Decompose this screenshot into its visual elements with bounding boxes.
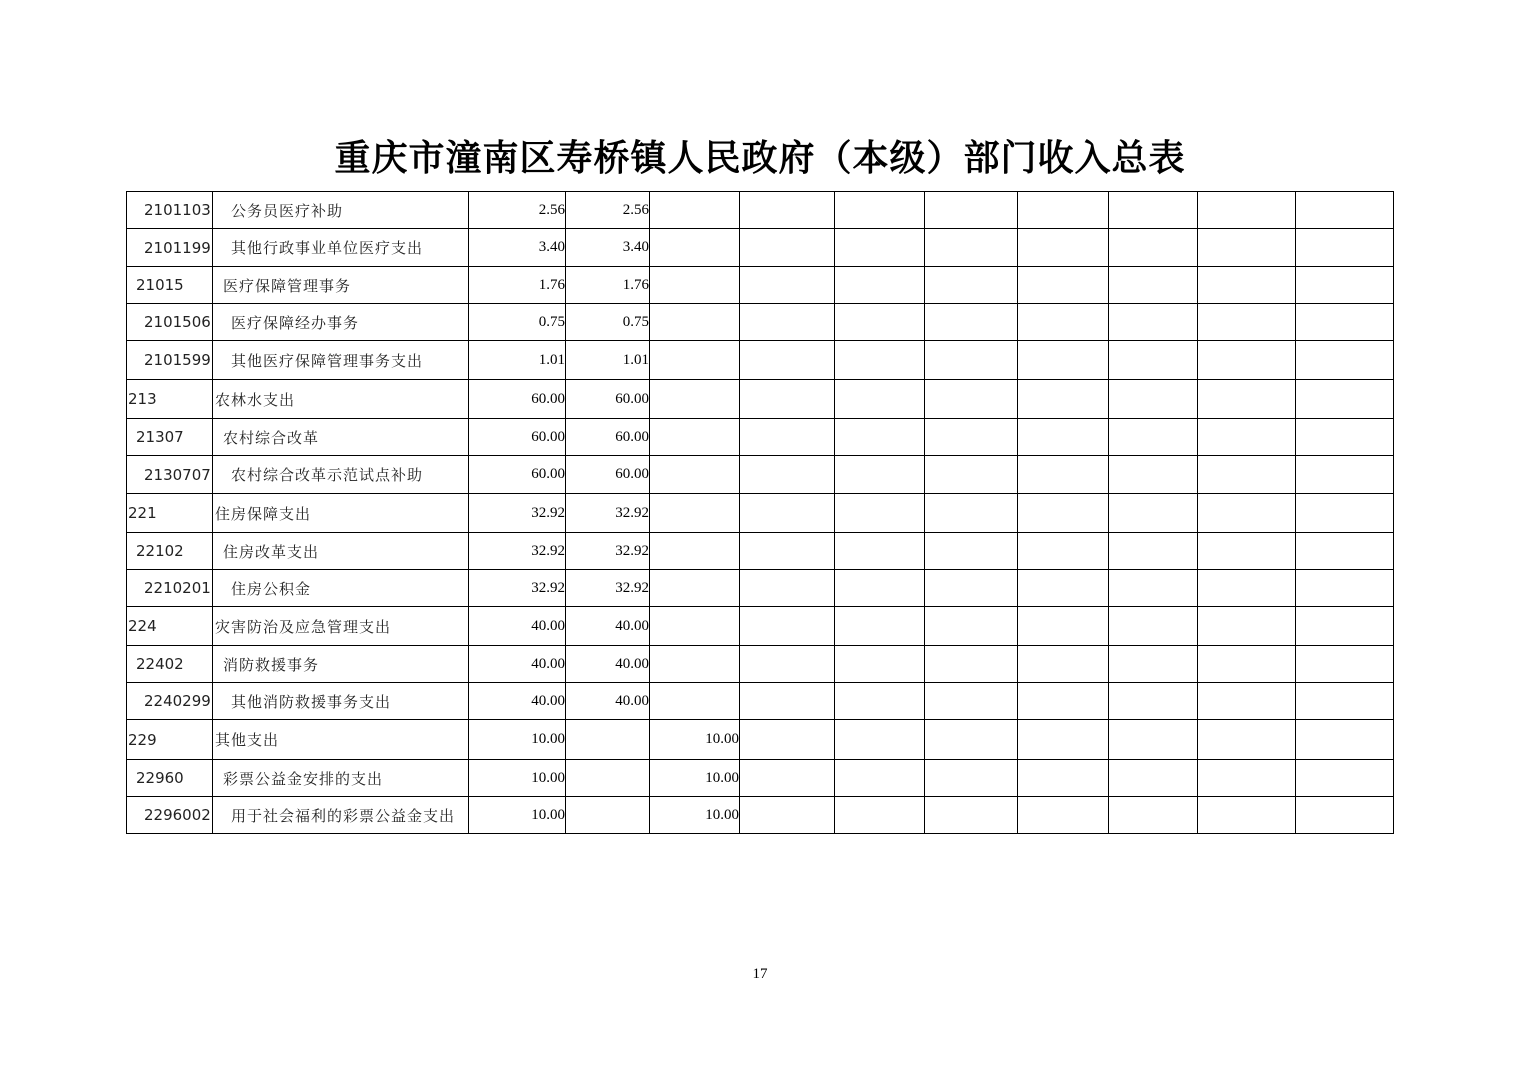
amount-cell-1: 10.00 bbox=[469, 720, 566, 760]
empty-cell bbox=[1109, 192, 1198, 229]
amount-cell-1: 40.00 bbox=[469, 683, 566, 720]
empty-cell bbox=[835, 607, 925, 646]
empty-cell bbox=[835, 304, 925, 341]
empty-cell bbox=[1198, 720, 1296, 760]
empty-cell bbox=[1198, 380, 1296, 419]
subject-code-cell: 2101599 bbox=[127, 341, 213, 380]
table-row bbox=[127, 380, 1394, 419]
amount-cell-1: 0.75 bbox=[469, 304, 566, 341]
amount-cell-2 bbox=[566, 797, 650, 834]
empty-cell bbox=[1198, 192, 1296, 229]
empty-cell bbox=[740, 720, 835, 760]
table-row bbox=[127, 494, 1394, 533]
table-row bbox=[127, 570, 1394, 607]
table-row bbox=[127, 267, 1394, 304]
amount-cell-3: 10.00 bbox=[650, 760, 740, 797]
empty-cell bbox=[1198, 229, 1296, 267]
table-row bbox=[127, 720, 1394, 760]
amount-cell-2: 3.40 bbox=[566, 229, 650, 267]
amount-cell-2: 0.75 bbox=[566, 304, 650, 341]
empty-cell bbox=[835, 760, 925, 797]
empty-cell bbox=[1018, 683, 1109, 720]
empty-cell bbox=[1018, 192, 1109, 229]
amount-cell-1: 60.00 bbox=[469, 380, 566, 419]
empty-cell bbox=[835, 341, 925, 380]
amount-cell-2: 40.00 bbox=[566, 683, 650, 720]
empty-cell bbox=[1198, 494, 1296, 533]
subject-code-cell: 21307 bbox=[127, 419, 213, 456]
empty-cell bbox=[740, 797, 835, 834]
amount-cell-1: 32.92 bbox=[469, 570, 566, 607]
subject-code-cell: 229 bbox=[127, 720, 213, 760]
empty-cell bbox=[740, 646, 835, 683]
empty-cell bbox=[740, 267, 835, 304]
empty-cell bbox=[835, 683, 925, 720]
empty-cell bbox=[740, 533, 835, 570]
empty-cell bbox=[1109, 683, 1198, 720]
table-row bbox=[127, 304, 1394, 341]
amount-cell-3 bbox=[650, 192, 740, 229]
empty-cell bbox=[1018, 419, 1109, 456]
empty-cell bbox=[740, 570, 835, 607]
empty-cell bbox=[835, 797, 925, 834]
amount-cell-1: 32.92 bbox=[469, 533, 566, 570]
empty-cell bbox=[925, 456, 1018, 494]
subject-name-cell: 用于社会福利的彩票公益金支出 bbox=[213, 797, 469, 834]
subject-name-cell: 住房改革支出 bbox=[213, 533, 469, 570]
empty-cell bbox=[1198, 646, 1296, 683]
empty-cell bbox=[1018, 267, 1109, 304]
amount-cell-1: 32.92 bbox=[469, 494, 566, 533]
empty-cell bbox=[1198, 419, 1296, 456]
empty-cell bbox=[1109, 494, 1198, 533]
table-row bbox=[127, 192, 1394, 229]
empty-cell bbox=[925, 341, 1018, 380]
empty-cell bbox=[1296, 267, 1394, 304]
empty-cell bbox=[835, 229, 925, 267]
empty-cell bbox=[925, 683, 1018, 720]
amount-cell-2: 32.92 bbox=[566, 533, 650, 570]
empty-cell bbox=[1109, 646, 1198, 683]
empty-cell bbox=[1018, 229, 1109, 267]
table-row bbox=[127, 607, 1394, 646]
amount-cell-3 bbox=[650, 456, 740, 494]
empty-cell bbox=[835, 419, 925, 456]
amount-cell-1: 10.00 bbox=[469, 760, 566, 797]
income-summary-table bbox=[126, 191, 1394, 834]
empty-cell bbox=[1018, 646, 1109, 683]
subject-name-cell: 农村综合改革 bbox=[213, 419, 469, 456]
subject-name-cell: 住房保障支出 bbox=[213, 494, 469, 533]
subject-name-cell: 医疗保障管理事务 bbox=[213, 267, 469, 304]
empty-cell bbox=[1198, 797, 1296, 834]
empty-cell bbox=[740, 341, 835, 380]
empty-cell bbox=[1296, 760, 1394, 797]
empty-cell bbox=[925, 533, 1018, 570]
empty-cell bbox=[1109, 607, 1198, 646]
empty-cell bbox=[835, 533, 925, 570]
empty-cell bbox=[1198, 304, 1296, 341]
empty-cell bbox=[1109, 533, 1198, 570]
amount-cell-3 bbox=[650, 570, 740, 607]
empty-cell bbox=[1018, 607, 1109, 646]
empty-cell bbox=[1296, 229, 1394, 267]
amount-cell-1: 40.00 bbox=[469, 607, 566, 646]
table-row bbox=[127, 229, 1394, 267]
empty-cell bbox=[1109, 419, 1198, 456]
empty-cell bbox=[740, 683, 835, 720]
empty-cell bbox=[925, 494, 1018, 533]
empty-cell bbox=[1018, 494, 1109, 533]
subject-code-cell: 2296002 bbox=[127, 797, 213, 834]
amount-cell-3 bbox=[650, 419, 740, 456]
empty-cell bbox=[1296, 456, 1394, 494]
amount-cell-3: 10.00 bbox=[650, 720, 740, 760]
amount-cell-3 bbox=[650, 341, 740, 380]
subject-name-cell: 灾害防治及应急管理支出 bbox=[213, 607, 469, 646]
amount-cell-2: 60.00 bbox=[566, 456, 650, 494]
empty-cell bbox=[835, 646, 925, 683]
amount-cell-1: 1.76 bbox=[469, 267, 566, 304]
empty-cell bbox=[835, 267, 925, 304]
empty-cell bbox=[1109, 797, 1198, 834]
empty-cell bbox=[1018, 570, 1109, 607]
empty-cell bbox=[740, 419, 835, 456]
empty-cell bbox=[1296, 192, 1394, 229]
empty-cell bbox=[1018, 380, 1109, 419]
empty-cell bbox=[1296, 683, 1394, 720]
empty-cell bbox=[1296, 646, 1394, 683]
subject-code-cell: 2101506 bbox=[127, 304, 213, 341]
empty-cell bbox=[1296, 570, 1394, 607]
subject-name-cell: 其他医疗保障管理事务支出 bbox=[213, 341, 469, 380]
empty-cell bbox=[740, 304, 835, 341]
amount-cell-3 bbox=[650, 229, 740, 267]
empty-cell bbox=[1198, 341, 1296, 380]
table-row bbox=[127, 797, 1394, 834]
empty-cell bbox=[835, 494, 925, 533]
empty-cell bbox=[1198, 456, 1296, 494]
empty-cell bbox=[925, 419, 1018, 456]
subject-name-cell: 消防救援事务 bbox=[213, 646, 469, 683]
empty-cell bbox=[1109, 341, 1198, 380]
subject-code-cell: 2240299 bbox=[127, 683, 213, 720]
empty-cell bbox=[835, 456, 925, 494]
amount-cell-3 bbox=[650, 494, 740, 533]
empty-cell bbox=[1296, 533, 1394, 570]
table-row bbox=[127, 646, 1394, 683]
subject-code-cell: 224 bbox=[127, 607, 213, 646]
table-row bbox=[127, 456, 1394, 494]
amount-cell-1: 40.00 bbox=[469, 646, 566, 683]
empty-cell bbox=[925, 646, 1018, 683]
amount-cell-3 bbox=[650, 683, 740, 720]
empty-cell bbox=[1296, 380, 1394, 419]
amount-cell-2 bbox=[566, 760, 650, 797]
subject-name-cell: 医疗保障经办事务 bbox=[213, 304, 469, 341]
amount-cell-3: 10.00 bbox=[650, 797, 740, 834]
empty-cell bbox=[925, 797, 1018, 834]
amount-cell-1: 60.00 bbox=[469, 456, 566, 494]
empty-cell bbox=[1198, 570, 1296, 607]
subject-code-cell: 2101199 bbox=[127, 229, 213, 267]
amount-cell-1: 2.56 bbox=[469, 192, 566, 229]
empty-cell bbox=[740, 380, 835, 419]
subject-code-cell: 2210201 bbox=[127, 570, 213, 607]
table-row bbox=[127, 683, 1394, 720]
subject-name-cell: 农村综合改革示范试点补助 bbox=[213, 456, 469, 494]
table-row bbox=[127, 760, 1394, 797]
subject-name-cell: 其他行政事业单位医疗支出 bbox=[213, 229, 469, 267]
page-title: 重庆市潼南区寿桥镇人民政府（本级）部门收入总表 bbox=[334, 137, 1186, 179]
empty-cell bbox=[740, 229, 835, 267]
empty-cell bbox=[1296, 797, 1394, 834]
empty-cell bbox=[1109, 304, 1198, 341]
subject-code-cell: 221 bbox=[127, 494, 213, 533]
empty-cell bbox=[1296, 607, 1394, 646]
empty-cell bbox=[1198, 607, 1296, 646]
amount-cell-3 bbox=[650, 267, 740, 304]
amount-cell-2: 2.56 bbox=[566, 192, 650, 229]
empty-cell bbox=[835, 380, 925, 419]
subject-name-cell: 其他消防救援事务支出 bbox=[213, 683, 469, 720]
amount-cell-2: 40.00 bbox=[566, 646, 650, 683]
empty-cell bbox=[1018, 760, 1109, 797]
subject-name-cell: 住房公积金 bbox=[213, 570, 469, 607]
empty-cell bbox=[1198, 267, 1296, 304]
empty-cell bbox=[925, 760, 1018, 797]
empty-cell bbox=[740, 192, 835, 229]
empty-cell bbox=[1198, 533, 1296, 570]
empty-cell bbox=[925, 267, 1018, 304]
table-row bbox=[127, 419, 1394, 456]
subject-code-cell: 22960 bbox=[127, 760, 213, 797]
page-number: 17 bbox=[752, 966, 768, 982]
amount-cell-2: 40.00 bbox=[566, 607, 650, 646]
empty-cell bbox=[1296, 304, 1394, 341]
empty-cell bbox=[1198, 760, 1296, 797]
empty-cell bbox=[925, 380, 1018, 419]
amount-cell-2 bbox=[566, 720, 650, 760]
empty-cell bbox=[1018, 304, 1109, 341]
subject-name-cell: 彩票公益金安排的支出 bbox=[213, 760, 469, 797]
empty-cell bbox=[1018, 720, 1109, 760]
amount-cell-1: 1.01 bbox=[469, 341, 566, 380]
empty-cell bbox=[740, 607, 835, 646]
table-row bbox=[127, 341, 1394, 380]
empty-cell bbox=[1109, 456, 1198, 494]
table-body bbox=[127, 192, 1394, 834]
empty-cell bbox=[740, 456, 835, 494]
empty-cell bbox=[1109, 720, 1198, 760]
amount-cell-2: 60.00 bbox=[566, 380, 650, 419]
empty-cell bbox=[835, 570, 925, 607]
empty-cell bbox=[1018, 456, 1109, 494]
amount-cell-2: 32.92 bbox=[566, 570, 650, 607]
amount-cell-2: 60.00 bbox=[566, 419, 650, 456]
amount-cell-3 bbox=[650, 646, 740, 683]
empty-cell bbox=[925, 607, 1018, 646]
empty-cell bbox=[1109, 229, 1198, 267]
amount-cell-3 bbox=[650, 304, 740, 341]
subject-name-cell: 农林水支出 bbox=[213, 380, 469, 419]
empty-cell bbox=[925, 570, 1018, 607]
empty-cell bbox=[925, 720, 1018, 760]
empty-cell bbox=[925, 192, 1018, 229]
empty-cell bbox=[1018, 533, 1109, 570]
subject-code-cell: 21015 bbox=[127, 267, 213, 304]
subject-name-cell: 公务员医疗补助 bbox=[213, 192, 469, 229]
empty-cell bbox=[1296, 494, 1394, 533]
empty-cell bbox=[1018, 797, 1109, 834]
empty-cell bbox=[1109, 760, 1198, 797]
empty-cell bbox=[835, 720, 925, 760]
amount-cell-1: 3.40 bbox=[469, 229, 566, 267]
amount-cell-3 bbox=[650, 380, 740, 419]
empty-cell bbox=[835, 192, 925, 229]
table-row bbox=[127, 533, 1394, 570]
subject-name-cell: 其他支出 bbox=[213, 720, 469, 760]
amount-cell-1: 60.00 bbox=[469, 419, 566, 456]
amount-cell-2: 1.01 bbox=[566, 341, 650, 380]
amount-cell-2: 32.92 bbox=[566, 494, 650, 533]
subject-code-cell: 213 bbox=[127, 380, 213, 419]
empty-cell bbox=[740, 760, 835, 797]
amount-cell-3 bbox=[650, 607, 740, 646]
empty-cell bbox=[1018, 341, 1109, 380]
subject-code-cell: 2130707 bbox=[127, 456, 213, 494]
empty-cell bbox=[740, 494, 835, 533]
subject-code-cell: 22402 bbox=[127, 646, 213, 683]
empty-cell bbox=[1296, 341, 1394, 380]
empty-cell bbox=[925, 229, 1018, 267]
subject-code-cell: 22102 bbox=[127, 533, 213, 570]
empty-cell bbox=[1109, 380, 1198, 419]
amount-cell-3 bbox=[650, 533, 740, 570]
empty-cell bbox=[1109, 267, 1198, 304]
amount-cell-2: 1.76 bbox=[566, 267, 650, 304]
subject-code-cell: 2101103 bbox=[127, 192, 213, 229]
empty-cell bbox=[1109, 570, 1198, 607]
amount-cell-1: 10.00 bbox=[469, 797, 566, 834]
empty-cell bbox=[925, 304, 1018, 341]
empty-cell bbox=[1198, 683, 1296, 720]
empty-cell bbox=[1296, 419, 1394, 456]
empty-cell bbox=[1296, 720, 1394, 760]
